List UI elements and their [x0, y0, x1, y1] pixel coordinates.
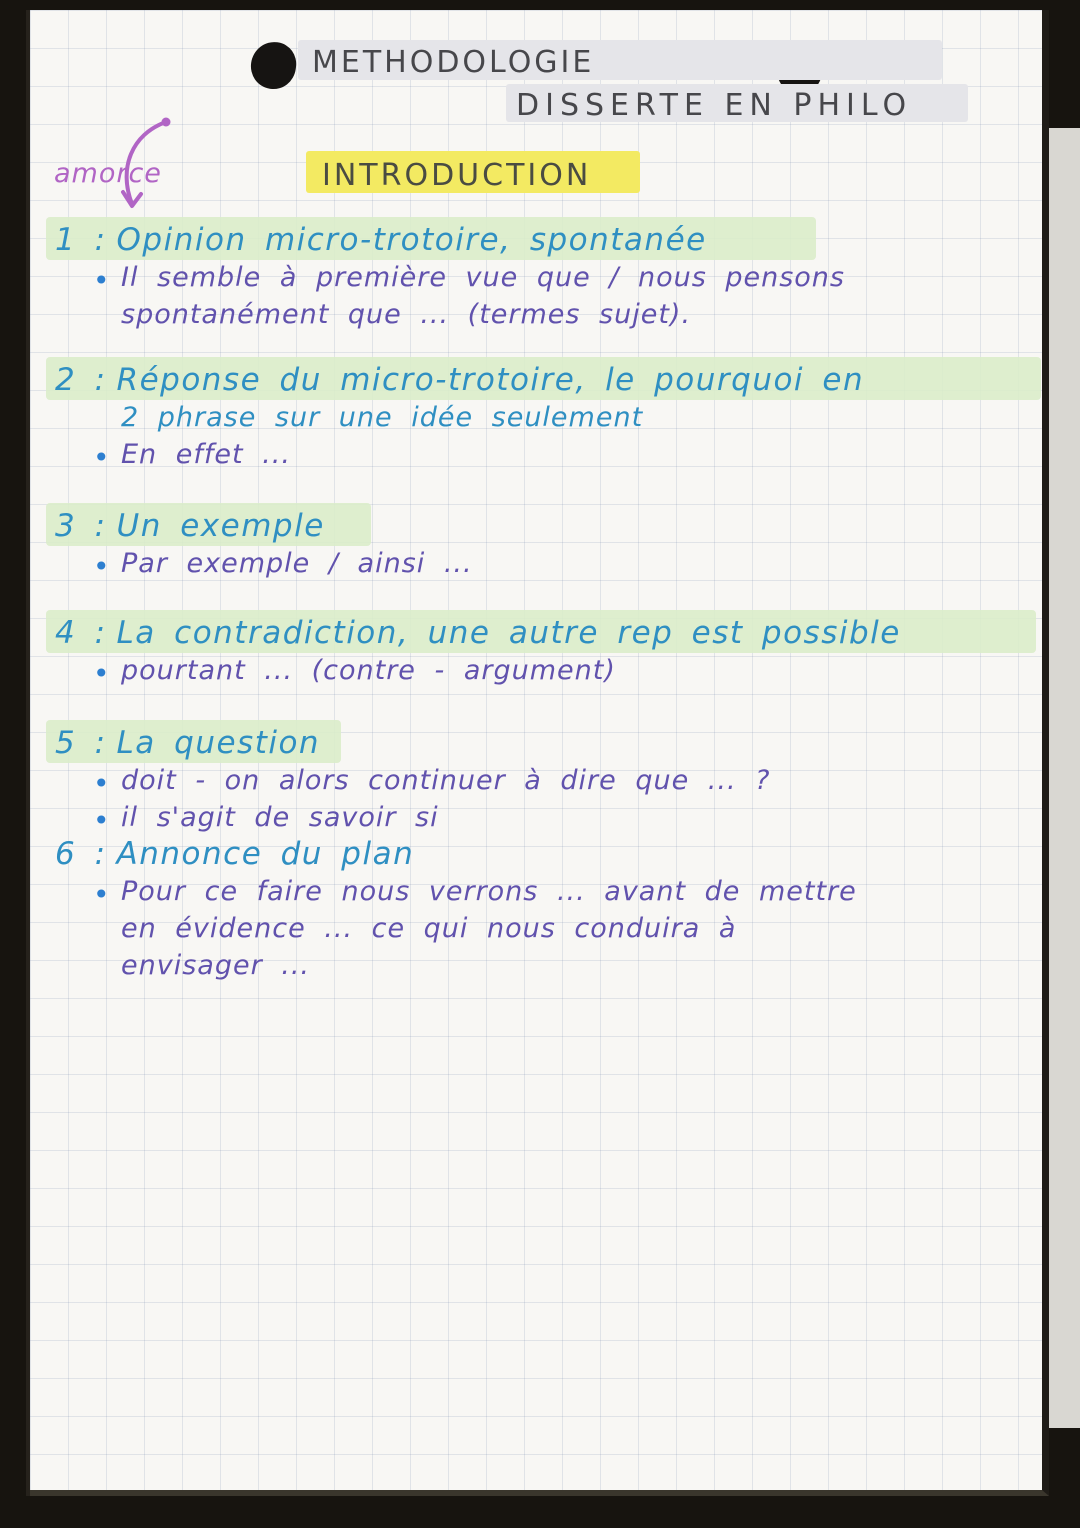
line-text: Il semble à première vue que / nous pensons [121, 262, 845, 293]
bullet-dot: • [93, 657, 110, 690]
page-title-line-1: METHODOLOGIE [312, 45, 595, 80]
line-text: Pour ce faire nous verrons ... avant de mettre [121, 876, 857, 907]
page-title-line-2: DISSERTE EN PHILO [516, 88, 913, 123]
line-text: 2 phrase sur une idée seulement [121, 402, 644, 433]
note-line [55, 765, 1045, 802]
section-number: 4 : [55, 615, 107, 651]
note-line [55, 262, 1045, 299]
under-sheet-edge [1044, 128, 1080, 1428]
section-number: 6 : [55, 836, 107, 872]
section-heading [55, 615, 1045, 655]
section-number: 2 : [55, 362, 107, 398]
section-title: Réponse du micro-trotoire, le pourquoi en [116, 362, 865, 398]
section-title: Un exemple [116, 508, 325, 544]
line-text: en évidence ... ce qui nous conduira à [121, 913, 737, 944]
bullet-dot: • [93, 441, 110, 474]
bullet-dot: • [93, 550, 110, 583]
section-title: Opinion micro-trotoire, spontanée [116, 222, 707, 258]
section-4 [55, 615, 1045, 692]
note-paper [30, 10, 1049, 1496]
line-text: spontanément que ... (termes sujet). [121, 299, 692, 330]
bullet-dot: • [93, 264, 110, 297]
section-number: 3 : [55, 508, 107, 544]
line-text: envisager ... [121, 950, 310, 981]
note-line [55, 548, 1045, 585]
line-text: il s'agit de savoir si [121, 802, 439, 833]
section-6 [55, 836, 1045, 987]
note-line [55, 655, 1045, 692]
bullet-dot: • [93, 804, 110, 837]
margin-note-amorce: amorce [54, 158, 162, 189]
section-heading [55, 362, 1045, 402]
page-subtitle: INTRODUCTION [322, 158, 592, 193]
section-2 [55, 362, 1045, 476]
section-heading [55, 836, 1045, 876]
note-line [55, 299, 1045, 336]
line-text: doit - on alors continuer à dire que ... ? [121, 765, 771, 796]
binder-dot-left [248, 39, 299, 92]
section-title: La question [116, 725, 321, 761]
section-heading [55, 508, 1045, 548]
section-1 [55, 222, 1045, 336]
note-line [55, 950, 1045, 987]
section-heading [55, 725, 1045, 765]
note-line [55, 439, 1045, 476]
note-line [55, 876, 1045, 913]
line-text: Par exemple / ainsi ... [121, 548, 473, 579]
section-title: La contradiction, une autre rep est possible [116, 615, 901, 651]
line-text: En effet ... [121, 439, 291, 470]
note-line [55, 802, 1045, 839]
bullet-dot: • [93, 767, 110, 800]
section-number: 5 : [55, 725, 107, 761]
section-heading [55, 222, 1045, 262]
note-line [55, 402, 1045, 439]
section-3 [55, 508, 1045, 585]
section-number: 1 : [55, 222, 107, 258]
note-line [55, 913, 1045, 950]
section-title: Annonce du plan [116, 836, 415, 872]
curved-arrow-icon [98, 106, 198, 226]
section-5 [55, 725, 1045, 839]
bullet-dot: • [93, 878, 110, 911]
line-text: pourtant ... (contre - argument) [121, 655, 616, 686]
